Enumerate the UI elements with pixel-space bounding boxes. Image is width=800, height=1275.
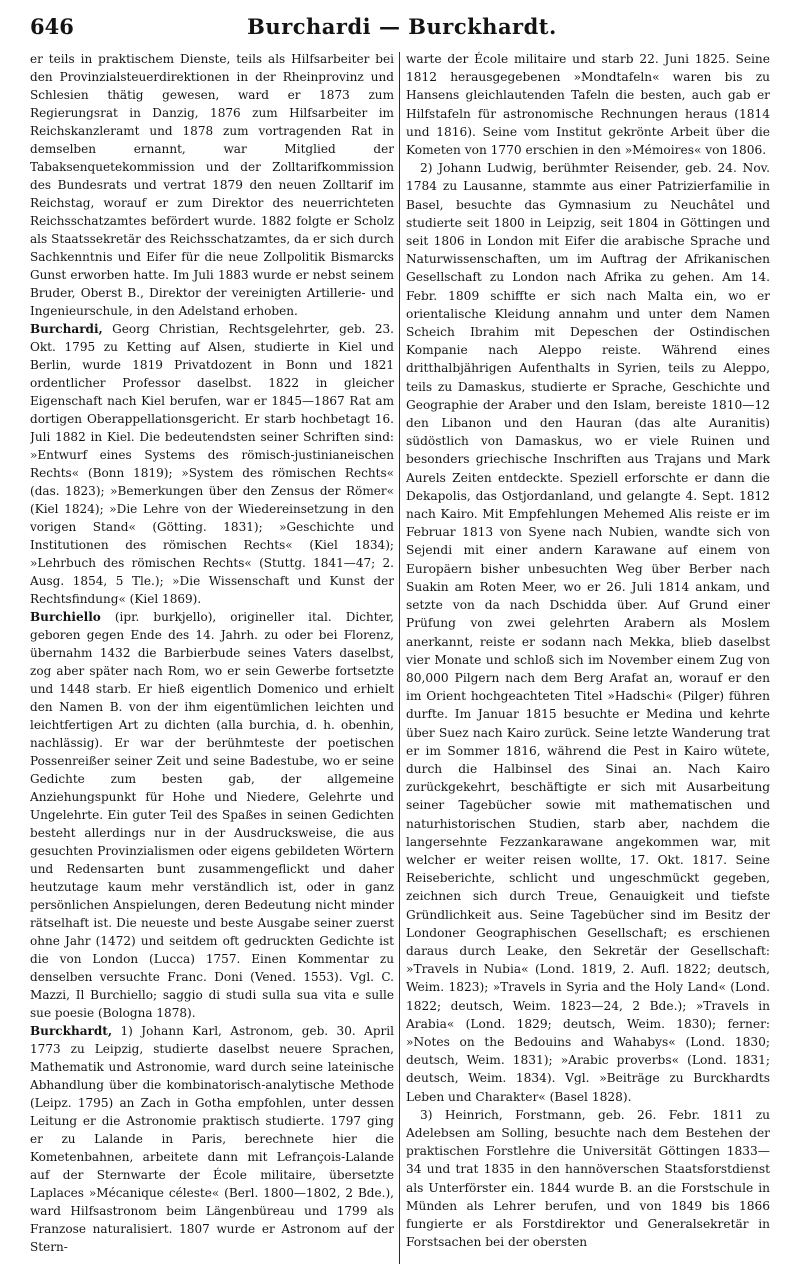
paragraph-text: Georg Christian, Rechtsgelehrter, geb. 23. Okt. 1795 zu Ketting auf Alsen, studierte in Kiel und Berlin, wurde 1819 Privatdozent in Bonn und 1821 ordentlicher Professor daselbst. 1822 in gleicher Eigenschaft nach Kiel berufen, war er 1845—1867 Rat am dortigen Oberappellationsgericht. Er starb hochbetagt 16. Juli 1882 in Kiel. Die bedeutendsten seiner Schriften sind: »Entwurf eines Systems des römisch-justinianeischen Rechts« (Bonn 1819); »System des römischen Rechts« (das. 1823); »Bemerkungen über den Zensus der Römer« (Kiel 1824); »Die Lehre von der Wiedereinsetzung in den vorigen Stand« (Götting. 1831); »Geschichte und Institutionen des römischen Rechts« (Kiel 1834); »Lehrbuch des römischen Rechts« (Stuttg. 1841—47; 2. Ausg. 1854, 5 Tle.); »Die Wissenschaft und Kunst der Rechtsfindung« (Kiel 1869). — [30, 322, 394, 606]
right-column — [406, 50, 770, 1265]
paragraph-text: 2) Johann Ludwig, berühmter Reisender, geb. 24. Nov. 1784 zu Lausanne, stammte aus einer Patrizierfamilie in Basel, besuchte das Gymnasium zu Neuchâtel und studierte seit 1800 in Leipzig, seit 1804 in Göttingen und seit 1806 in London mit Eifer die arabische Sprache und Naturwissenschaften, um im Auftrag der Afrikanischen Gesellschaft zu London nach Afrika zu gehen. Am 14. Febr. 1809 schiffte er sich nach Malta ein, wo er orientalische Kleidung annahm und unter dem Namen Scheich Ibrahim mit Depeschen der Ostindischen Kompanie nach Aleppo reiste. Während eines dritthalbjährigen Aufenthalts in Syrien, teils zu Aleppo, teils zu Damaskus, studierte er Sprache, Geschichte und Geographie der Araber und den Islam, bereiste 1810—12 den Libanon und den Hauran (das alte Auranitis) südöstlich von Damaskus, wo er viele Ruinen und besonders griechische Inschriften aus Trajans und Mark Aurels Zeiten entdeckte. Speziell erforschte er dann die Dekapolis, das Ostjordanland, und gelangte 4. Sept. 1812 nach Kairo. Mit Empfehlungen Mehemed Alis reiste er im Februar 1813 von Syene nach Nubien, wandte sich von Sejendi mit einer andern Karawane auf einem von Europäern bisher unbesuchten Weg über Berber nach Suakin am Roten Meer, wo er 26. Juli 1814 ankam, und setzte von da nach Dschidda über. Auf Grund einer Prüfung von zwei gelehrten Arabern als Moslem anerkannt, reiste er sodann nach Mekka, blieb daselbst vier Monate und schloß sich im November einem Zug von 80,000 Pilgern nach dem Berg Arafat an, worauf er den im Orient hochgeachteten Titel »Hadschi« (Pilger) führen durfte. Im Januar 1815 besuchte er Medina und kehrte über Suez nach Kairo zurück. Seine letzte Wanderung trat er im Sommer 1816, während die Pest in Kairo wütete, durch die Halbinsel des Sinai an. Nach Kairo zurückgekehrt, beschäftigte er sich mit Ausarbeitung seiner Tagebücher sowie mit mathematischen und naturhistorischen Studien, starb aber, nachdem die langersehnte Fezzankarawane angekommen war, mit welcher er weiter reisen wollte, 17. Okt. 1817. Seine Reiseberichte, schlicht und ungeschmückt gegeben, zeichnen sich durch Treue, Genauigkeit und tiefste Gründlichkeit aus. Seine Tagebücher sind im Besitz der Londoner Geographischen Gesellschaft; es erschienen daraus durch Leake, den Sekretär der Gesellschaft: »Travels in Nubia« (Lond. 1819, 2. Aufl. 1822; deutsch, Weim. 1823); »Travels in Syria and the Holy Land« (Lond. 1822; deutsch, Weim. 1823—24, 2 Bde.); »Travels in Arabia« (Lond. 1829; deutsch, Weim. 1830); ferner: »Notes on the Bedouins and Wahabys« (Lond. 1830; deutsch, Weim. 1831); »Arabic proverbs« (Lond. 1831; deutsch, Weim. 1834). Vgl. »Beiträge zu Burckhardts Leben und Charakter« (Basel 1828). — [406, 161, 770, 1104]
column-divider — [399, 52, 400, 1264]
article-burckhardt — [30, 1022, 394, 1256]
paragraph-text: 1) Johann Karl, Astronom, geb. 30. April 1773 zu Leipzig, studierte daselbst neuere Sprachen, Mathematik und Astronomie, ward durch seine lateinische Abhandlung über die kombinatorisch-analytische Methode (Leipz. 1795) an Zach in Gotha empfohlen, unter dessen Leitung er die Astronomie praktisch studierte. 1797 ging er zu Lalande in Paris, berechnete hier die Kometenbahnen, arbeitete dann mit Lefrançois-Lalande auf der Sternwarte der École militaire, übersetzte Laplaces »Mécanique céleste« (Berl. 1800—1802, 2 Bde.), ward Hilfsastronom beim Längenbüreau und 1799 als Franzose naturalisiert. 1807 wurde er Astronom auf der Stern- — [30, 1024, 394, 1254]
article-paragraph — [406, 50, 770, 159]
page-header — [30, 14, 774, 44]
subentry-heinrich — [406, 1106, 770, 1252]
article-burchiello — [30, 608, 394, 1022]
article-paragraph — [30, 50, 394, 320]
headword: Burchiello — [30, 610, 101, 624]
paragraph-text: (ipr. burkjello), origineller ital. Dichter, geboren gegen Ende des 14. Jahrh. zu oder bei Florenz, übernahm 1432 die Barbierbude seines Vaters daselbst, zog aber später nach Rom, wo er sein Gewerbe fortsetzte und 1448 starb. Er hieß eigentlich Domenico und erhielt den Namen B. von der ihm eigentümlichen leichten und leichtfertigen Art zu dichten (alla burchia, d. h. obenhin, nachlässig). Er war der berühmteste der poetischen Possenreißer seiner Zeit und seine Badestube, wo er seine Gedichte zum besten gab, der allgemeine Anziehungspunkt für Hohe und Niedere, Gelehrte und Ungelehrte. Ein guter Teil des Spaßes in seinen Gedichten besteht allerdings nur in der Ausdrucksweise, die aus gesuchten Provinzialismen oder eigens gebildeten Wörtern und Redensarten bunt zusammengeflickt und daher heutzutage kaum mehr verständlich ist, oder in ganz persönlichen Anspielungen, deren Bedeutung nicht minder rätselhaft ist. Die neueste und beste Ausgabe seiner zuerst ohne Jahr (1472) und seitdem oft gedruckten Gedichte ist die von London (Lucca) 1757. Einen Kommentar zu denselben versuchte Franc. Doni (Vened. 1553). Vgl. C. Mazzi, Il Burchiello; saggio di studi sulla sua vita e sulle sue poesie (Bologna 1878). — [30, 610, 394, 1020]
article-burchardi — [30, 320, 394, 608]
headword: Burckhardt, — [30, 1024, 113, 1038]
headword: Burchardi, — [30, 322, 103, 336]
page-number: 646 — [30, 14, 74, 39]
paragraph-text: warte der École militaire und starb 22. Juni 1825. Seine 1812 herausgegebenen »Mondtafeln« waren bis zu Hansens gleichlautenden Tafeln die besten, auch gab er Hilfstafeln für astronomische Rechnungen heraus (1814 und 1816). Seine vom Institut gekrönte Arbeit über die Kometen von 1770 erschien in den »Mémoires« von 1806. — [406, 52, 770, 158]
paragraph-text: er teils in praktischem Dienste, teils als Hilfsarbeiter bei den Provinzialsteuerdirektionen in der Rheinprovinz und Schlesien thätig gewesen, ward er 1873 zum Regierungsrat in Danzig, 1876 zum Hilfsarbeiter im Reichskanzleramt und 1878 zum vortragenden Rat in demselben ernannt, war Mitglied der Tabaksenquetekommission und der Zolltarifkommission des Bundesrats und vertrat 1879 den neuen Zolltarif im Reichstag, worauf er zum Direktor des neuerrichteten Reichsschatzamtes befördert wurde. 1882 folgte er Scholz als Staatssekretär des Reichsschatzamtes, da er sich durch Sachkenntnis und Eifer für die neue Zollpolitik Bismarcks Gunst erworben hatte. Im Juli 1883 wurde er nebst seinem Bruder, Oberst B., Direktor der vereinigten Artillerie- und Ingenieurschule, in den Adelstand erhoben. — [30, 52, 394, 318]
subentry-johann-ludwig — [406, 159, 770, 1106]
running-title: Burchardi — Burckhardt. — [247, 14, 557, 39]
left-column — [30, 50, 394, 1265]
paragraph-text: 3) Heinrich, Forstmann, geb. 26. Febr. 1811 zu Adelebsen am Solling, besuchte nach dem Bestehen der praktischen Forstlehre die Universität Göttingen 1833—34 und trat 1835 in den hannöverschen Staatsforstdienst als Unterförster ein. 1844 wurde B. an die Forstschule in Münden als Lehrer berufen, und von 1849 bis 1866 fungierte er als Forstdirektor und Generalsekretär in Forstsachen bei der obersten — [406, 1107, 770, 1250]
